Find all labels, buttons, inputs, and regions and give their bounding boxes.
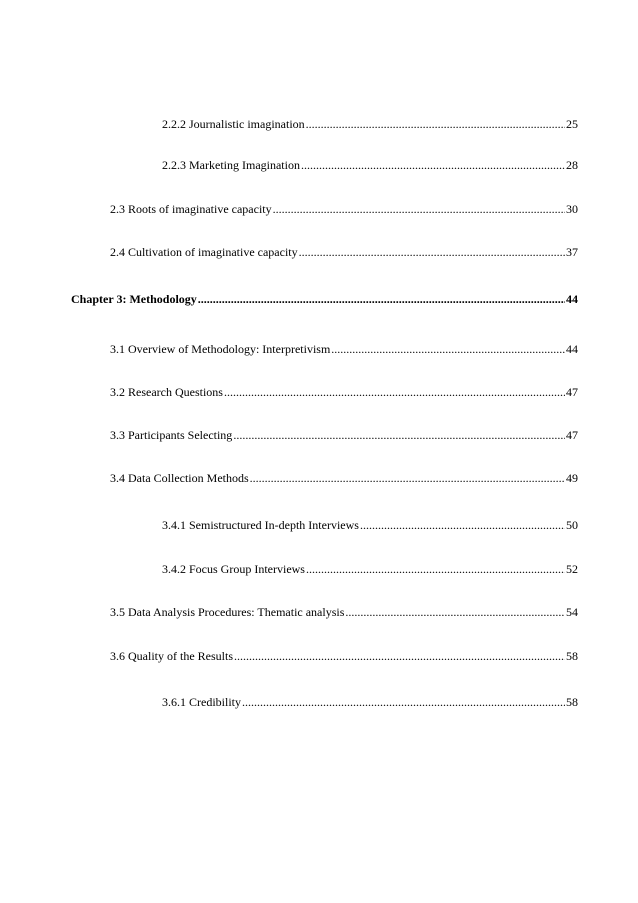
- toc-entry-title: 3.4.2 Focus Group Interviews: [162, 562, 305, 576]
- toc-entry-title: 2.3 Roots of imaginative capacity: [110, 202, 272, 216]
- toc-dot-leader: [273, 201, 565, 217]
- toc-dot-leader: [234, 648, 565, 664]
- toc-entry-title: 3.6.1 Credibility: [162, 695, 241, 709]
- toc-page-number: 49: [566, 471, 578, 485]
- toc-entry-title: 2.2.2 Journalistic imagination: [162, 117, 305, 131]
- toc-page-number: 47: [566, 428, 578, 442]
- toc-entry-title: 3.4.1 Semistructured In-depth Interviews: [162, 518, 359, 532]
- toc-dot-leader: [306, 116, 565, 132]
- toc-entry: [162, 561, 578, 577]
- toc-entry: [162, 157, 578, 173]
- toc-page-number: 30: [566, 202, 578, 216]
- toc-page-number: 37: [566, 245, 578, 259]
- toc-dot-leader: [299, 244, 565, 260]
- toc-dot-leader: [331, 341, 565, 357]
- toc-dot-leader: [301, 157, 565, 173]
- toc-dot-leader: [250, 470, 565, 486]
- toc-entry: [110, 341, 578, 357]
- toc-entry-title: 3.6 Quality of the Results: [110, 649, 233, 663]
- toc-entry: [110, 470, 578, 486]
- toc-entry-title: 3.5 Data Analysis Procedures: Thematic analysis: [110, 605, 345, 619]
- toc-dot-leader: [345, 604, 565, 620]
- toc-entry: [110, 427, 578, 443]
- toc-entry-title: Chapter 3: Methodology: [71, 292, 197, 306]
- toc-entry: [110, 648, 578, 664]
- toc-entry-title: 3.1 Overview of Methodology: Interpretivism: [110, 342, 331, 356]
- toc-entry: [110, 604, 578, 620]
- toc-page-number: 58: [566, 649, 578, 663]
- toc-dot-leader: [233, 427, 565, 443]
- toc-dot-leader: [242, 694, 565, 710]
- toc-dot-leader: [360, 517, 565, 533]
- toc-page-number: 52: [566, 562, 578, 576]
- toc-entry-title: 3.2 Research Questions: [110, 385, 223, 399]
- toc-dot-leader: [198, 291, 565, 307]
- toc-dot-leader: [224, 384, 565, 400]
- toc-entry-title: 2.2.3 Marketing Imagination: [162, 158, 300, 172]
- toc-entry-title: 3.3 Participants Selecting: [110, 428, 233, 442]
- toc-entry: [110, 201, 578, 217]
- toc-page-number: 44: [566, 292, 578, 306]
- toc-page-number: 28: [566, 158, 578, 172]
- toc-entry: [110, 384, 578, 400]
- toc-page-number: 50: [566, 518, 578, 532]
- toc-page-number: 47: [566, 385, 578, 399]
- toc-chapter-entry: [71, 291, 578, 307]
- toc-page-number: 58: [566, 695, 578, 709]
- toc-entry-title: 3.4 Data Collection Methods: [110, 471, 249, 485]
- toc-entry: [162, 694, 578, 710]
- toc-entry: [110, 244, 578, 260]
- toc-page-number: 25: [566, 117, 578, 131]
- toc-page-number: 44: [566, 342, 578, 356]
- toc-page-number: 54: [566, 605, 578, 619]
- toc-entry: [162, 517, 578, 533]
- toc-dot-leader: [306, 561, 565, 577]
- toc-entry-title: 2.4 Cultivation of imaginative capacity: [110, 245, 298, 259]
- toc-entry: [162, 116, 578, 132]
